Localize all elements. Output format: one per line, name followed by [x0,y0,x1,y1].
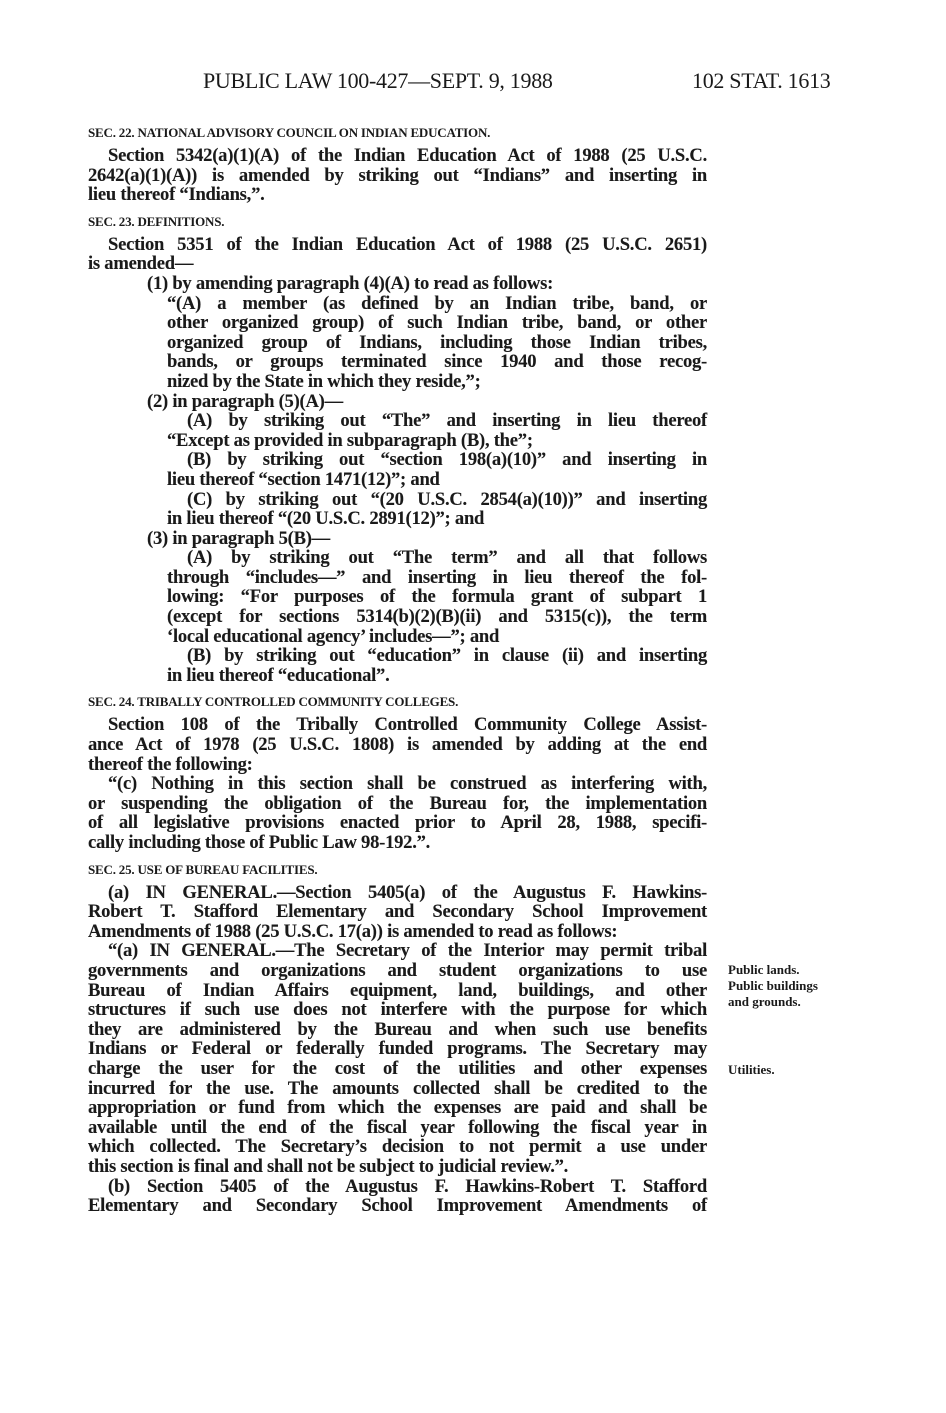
text-line: (b) Section 5405 of the Augustus F. Hawkins-Robert T. Stafford [108,1175,707,1197]
text-line: thereof the following: [88,753,253,775]
list-item [88,294,707,392]
text-line: (B) by striking out “section 198(a)(10)” and inserting in [187,449,707,471]
text-line: is amended— [88,253,194,275]
page-number: 102 STAT. 1613 [692,68,831,93]
text-line: Section 108 of the Tribally Controlled Community College Assist- [108,714,707,736]
margin-note-line: Public buildings [728,978,818,993]
text-line: (except for sections 5314(b)(2)(B)(ii) and 5315(c)), the term [167,606,707,628]
text-line: in lieu thereof “educational”. [167,664,390,686]
text-line: (2) in paragraph (5)(A)— [147,390,343,412]
text-line: lowing: “For purposes of the formula grant of subpart 1 [167,586,707,608]
text-line: Bureau of Indian Affairs equipment, land, buildings, and other [88,979,707,1001]
section-heading: SEC. 23. DEFINITIONS. [88,213,225,229]
text-line: Robert T. Stafford Elementary and Secondary School Improvement [88,901,707,923]
section-heading: SEC. 25. USE OF BUREAU FACILITIES. [88,861,318,877]
text-line: (C) by striking out “(20 U.S.C. 2854(a)(10))” and inserting [187,488,707,510]
text-line: cally including those of Public Law 98-192.”. [88,832,431,853]
text-line: organized group of Indians, including those Indian tribes, [167,331,707,353]
list-item [88,548,707,646]
text-line: (B) by striking out “education” in clause (ii) and inserting [187,645,707,667]
text-line: or suspending the obligation of the Bureau for, the implementation [88,792,707,814]
text-line: lieu thereof “Indians,”. [88,184,265,206]
text-line: ance Act of 1978 (25 U.S.C. 1808) is amended by adding at the end [88,734,707,756]
text-line: Section 5342(a)(1)(A) of the Indian Education Act of 1988 (25 U.S.C. [108,145,707,166]
list-item [88,274,707,294]
text-line: in lieu thereof “(20 U.S.C. 2891(12)”; and [167,508,485,530]
text-line: they are administered by the Bureau and when such use benefits [88,1018,707,1040]
text-line: (3) in paragraph 5(B)— [147,527,331,549]
margin-note-public-lands [728,962,818,1010]
text-line: lieu thereof “section 1471(12)”; and [167,468,440,490]
text-line: of all legislative provisions enacted prior to April 28, 1988, specifi- [88,812,707,834]
running-head-title: PUBLIC LAW 100-427—SEPT. 9, 1988 [203,68,553,93]
section-heading: SEC. 24. TRIBALLY CONTROLLED COMMUNITY COLLEGES. [88,694,459,710]
list-item [88,450,707,489]
document-body [88,116,707,1216]
text-line: structures if such use does not interfere with the purpose for which [88,999,707,1021]
text-line: governments and organizations and student organizations to use [88,959,707,981]
text-line: Elementary and Secondary School Improvement Amendments of [88,1195,707,1217]
margin-note-line: and grounds. [728,994,801,1009]
paragraph [88,774,707,852]
text-line: ‘local educational agency’ includes—”; and [167,625,500,647]
paragraph [88,883,707,942]
text-line: charge the user for the cost of the utilities and other expenses [88,1057,707,1079]
text-line: Amendments of 1988 (25 U.S.C. 17(a)) is amended to read as follows: [88,920,618,942]
list-item [88,490,707,529]
paragraph [88,146,707,205]
text-line: which collected. The Secretary’s decision to not permit a use under [88,1136,707,1158]
text-line: (1) by amending paragraph (4)(A) to read as follows: [147,272,554,294]
paragraph [88,1177,707,1216]
text-line: Indians or Federal or federally funded programs. The Secretary may [88,1038,707,1060]
text-line: bands, or groups terminated since 1940 and those recog- [167,351,707,373]
text-line: “(c) Nothing in this section shall be construed as interfering with, [108,773,707,795]
text-line: “(A) a member (as defined by an Indian tribe, band, or [167,292,707,314]
text-line: Section 5351 of the Indian Education Act of 1988 (25 U.S.C. 2651) [108,233,707,255]
list-item [88,646,707,685]
text-line: incurred for the use. The amounts collected shall be credited to the [88,1077,707,1099]
list-item [88,529,707,549]
text-line: (a) IN GENERAL.—Section 5405(a) of the Augustus F. Hawkins- [108,881,707,903]
paragraph [88,715,707,774]
text-line: appropriation or fund from which the expenses are paid and shall be [88,1097,707,1119]
text-line: “Except as provided in subparagraph (B), the”; [167,429,533,451]
section-heading: SEC. 22. NATIONAL ADVISORY COUNCIL ON INDIAN EDUCATION. [88,125,491,140]
paragraph [88,235,707,274]
margin-note-utilities [728,1062,775,1078]
margin-note-line: Public lands. [728,962,800,977]
list-item [88,392,707,412]
text-line: other organized group) of such Indian tribe, band, or other [167,312,707,334]
text-line: 2642(a)(1)(A)) is amended by striking out “Indians” and inserting in [88,164,707,186]
text-line: through “includes—” and inserting in lieu thereof the fol- [167,566,707,588]
margin-note-line: Utilities. [728,1062,775,1077]
text-line: available until the end of the fiscal year following the fiscal year in [88,1116,707,1138]
text-line: (A) by striking out “The term” and all that follows [187,547,707,569]
text-line: nized by the State in which they reside,”; [167,370,481,392]
list-item [88,411,707,450]
paragraph [88,941,707,1176]
text-line: (A) by striking out “The” and inserting in lieu thereof [187,410,707,432]
text-line: this section is final and shall not be subject to judicial review.”. [88,1155,569,1177]
text-line: “(a) IN GENERAL.—The Secretary of the Interior may permit tribal [108,940,707,962]
